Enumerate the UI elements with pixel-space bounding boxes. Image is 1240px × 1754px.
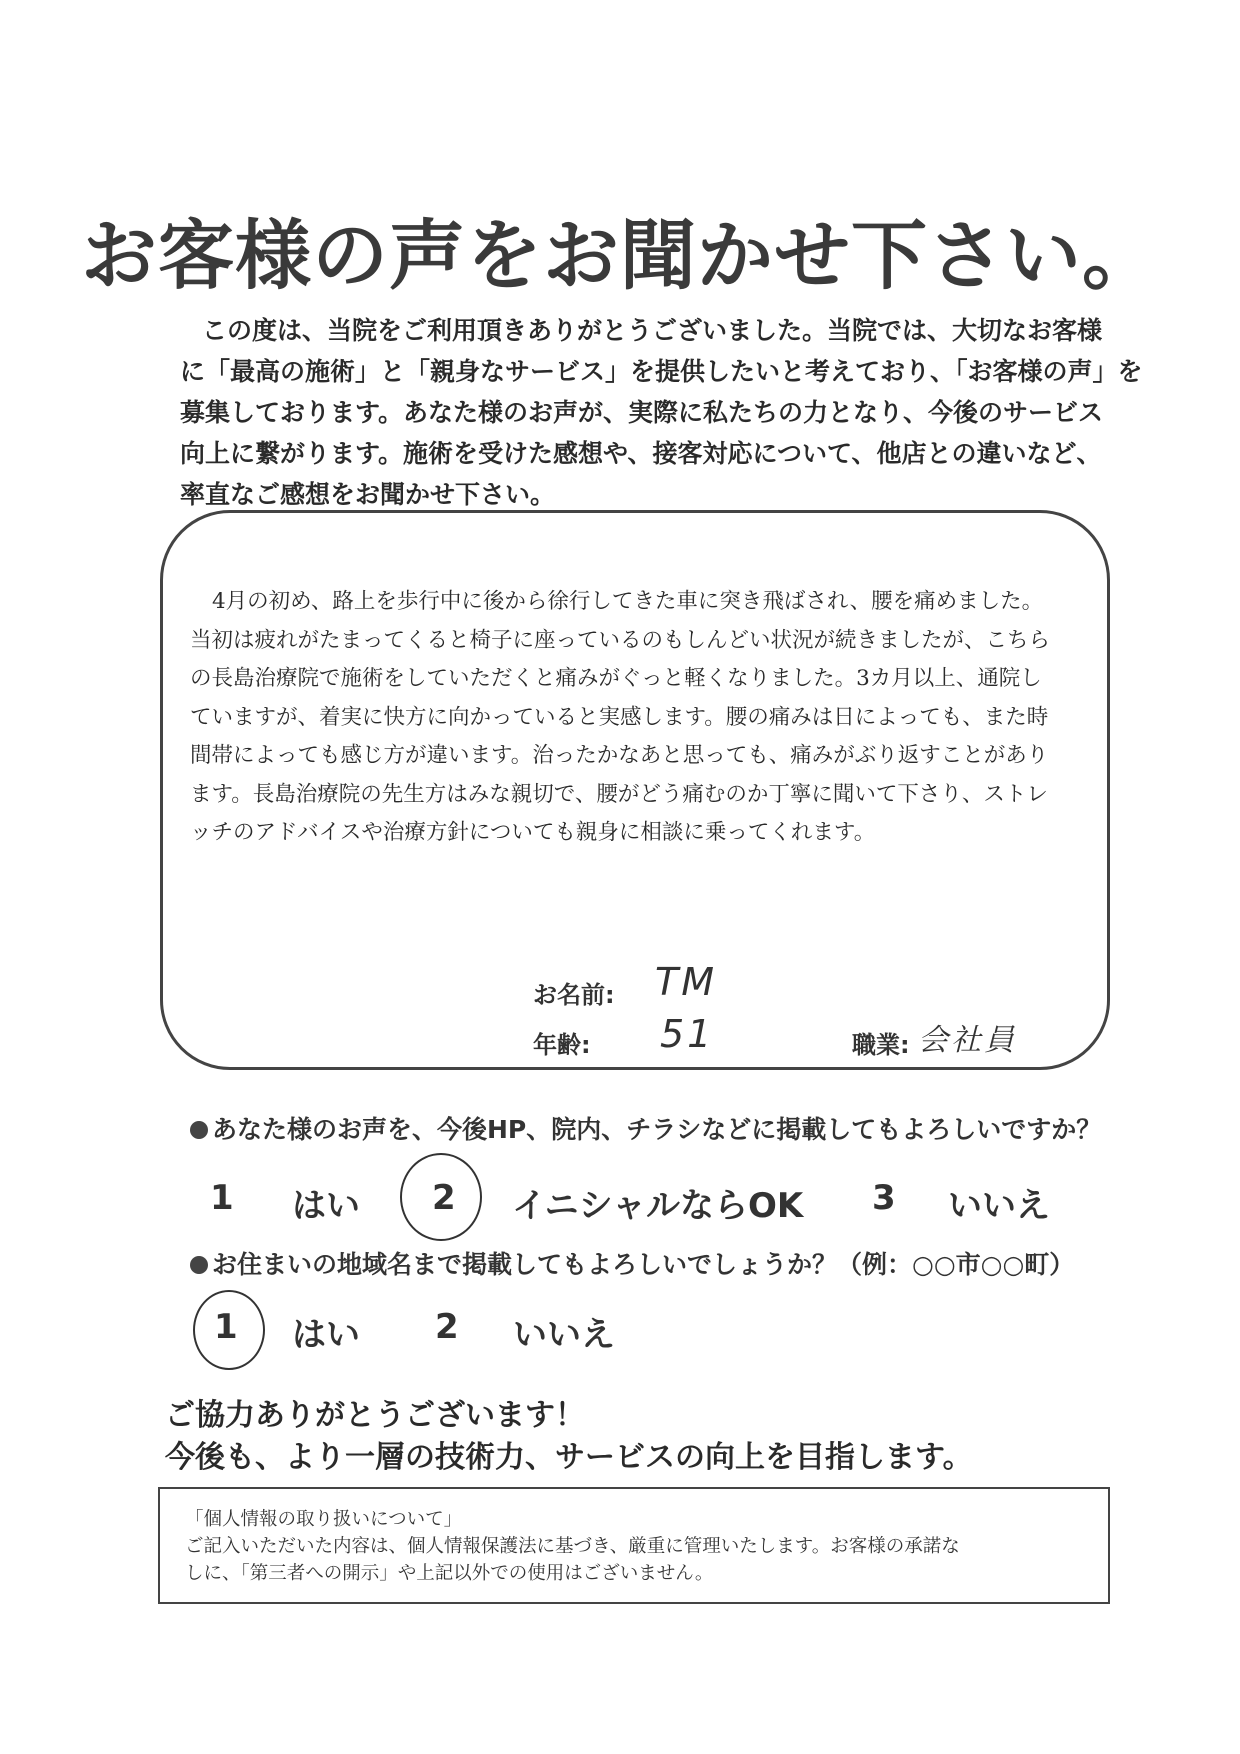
question-publish (190, 1110, 1101, 1146)
age-value: 51 (660, 1012, 715, 1056)
intro-line: 率直なご感想をお聞かせ下さい。 (180, 480, 556, 509)
testimonial-line: の長島治療院で施術をしていただくと痛みがぐっと軽くなりました。3カ月以上、通院し (190, 666, 1042, 691)
q1-option-3-number[interactable]: 3 (872, 1178, 896, 1218)
testimonial-line: 4月の初め、路上を歩行中に後から徐行してきた車に突き飛ばされ、腰を痛めました。 (212, 589, 1044, 614)
name-label: お名前: (533, 981, 615, 1009)
page-title: お客様の声をお聞かせ下さい。 (81, 211, 1159, 300)
privacy-line: しに、「第三者への開示」や上記以外での使用はございません。 (185, 1563, 714, 1584)
job-value: 会社員 (918, 1023, 1017, 1058)
thanks-line: ご協力ありがとうございます！ (165, 1398, 585, 1433)
q1-option-2-label[interactable]: イニシャルならOK (512, 1186, 804, 1226)
testimonial-line: 当初は疲れがたまってくると椅子に座っているのもしんどい状況が続きましたが、こちら (190, 627, 1051, 653)
intro-line: に「最高の施術」と「親身なサービス」を提供したいと考えており、「お客様の声」を (180, 357, 1143, 386)
question-publish-text: あなた様のお声を、今後HP、院内、チラシなどに掲載してもよろしいですか？ (212, 1115, 1102, 1144)
bullet-icon (190, 1121, 208, 1139)
q2-option-1-number[interactable]: 1 (214, 1307, 238, 1347)
testimonial-line: 間帯によっても感じ方が違います。治ったかなあと思っても、痛みがぶり返すことがあり (190, 743, 1049, 768)
q1-option-1-number[interactable]: 1 (210, 1178, 234, 1218)
intro-line: 募集しております。あなた様のお声が、実際に私たちの力となり、今後のサービス (180, 398, 1104, 427)
name-value: TM (655, 960, 717, 1004)
privacy-heading: 「個人情報の取り扱いについて」 (185, 1509, 463, 1530)
q2-option-2-number[interactable]: 2 (435, 1307, 459, 1347)
question-area (190, 1245, 1074, 1281)
intro-paragraph (180, 310, 1143, 515)
bullet-icon (190, 1256, 208, 1274)
q2-option-2-label[interactable]: いいえ (513, 1315, 615, 1355)
age-label: 年齢: (533, 1031, 591, 1059)
thanks-line: 今後も、より一層の技術力、サービスの向上を目指します。 (165, 1440, 973, 1475)
intro-line: この度は、当院をご利用頂きありがとうございました。当院では、大切なお客様 (202, 316, 1103, 345)
testimonial-line: ていますが、着実に快方に向かっていると実感します。腰の痛みは日によっても、また時 (190, 704, 1049, 730)
job-label: 職業: (852, 1031, 910, 1059)
q2-option-1-label[interactable]: はい (292, 1315, 360, 1355)
privacy-text (185, 1506, 1105, 1587)
q1-option-3-label[interactable]: いいえ (948, 1186, 1050, 1226)
question-area-text: お住まいの地域名まで掲載してもよろしいでしょうか？（例：○○市○○町） (212, 1250, 1075, 1279)
testimonial-line: ます。長島治療院の先生方はみな親切で、腰がどう痛むのか丁寧に聞いて下さり、ストレ (190, 781, 1048, 807)
intro-line: 向上に繋がります。施術を受けた感想や、接客対応について、他店との違いなど、 (180, 439, 1102, 468)
q1-option-1-label[interactable]: はい (292, 1186, 360, 1226)
testimonial-text (190, 583, 1090, 853)
testimonial-line: ッチのアドバイスや治療方針についても親身に相談に乗ってくれます。 (190, 820, 876, 845)
privacy-line: ご記入いただいた内容は、個人情報保護法に基づき、厳重に管理いたします。お客様の承諾な (185, 1536, 960, 1557)
q1-option-2-number[interactable]: 2 (432, 1178, 456, 1218)
